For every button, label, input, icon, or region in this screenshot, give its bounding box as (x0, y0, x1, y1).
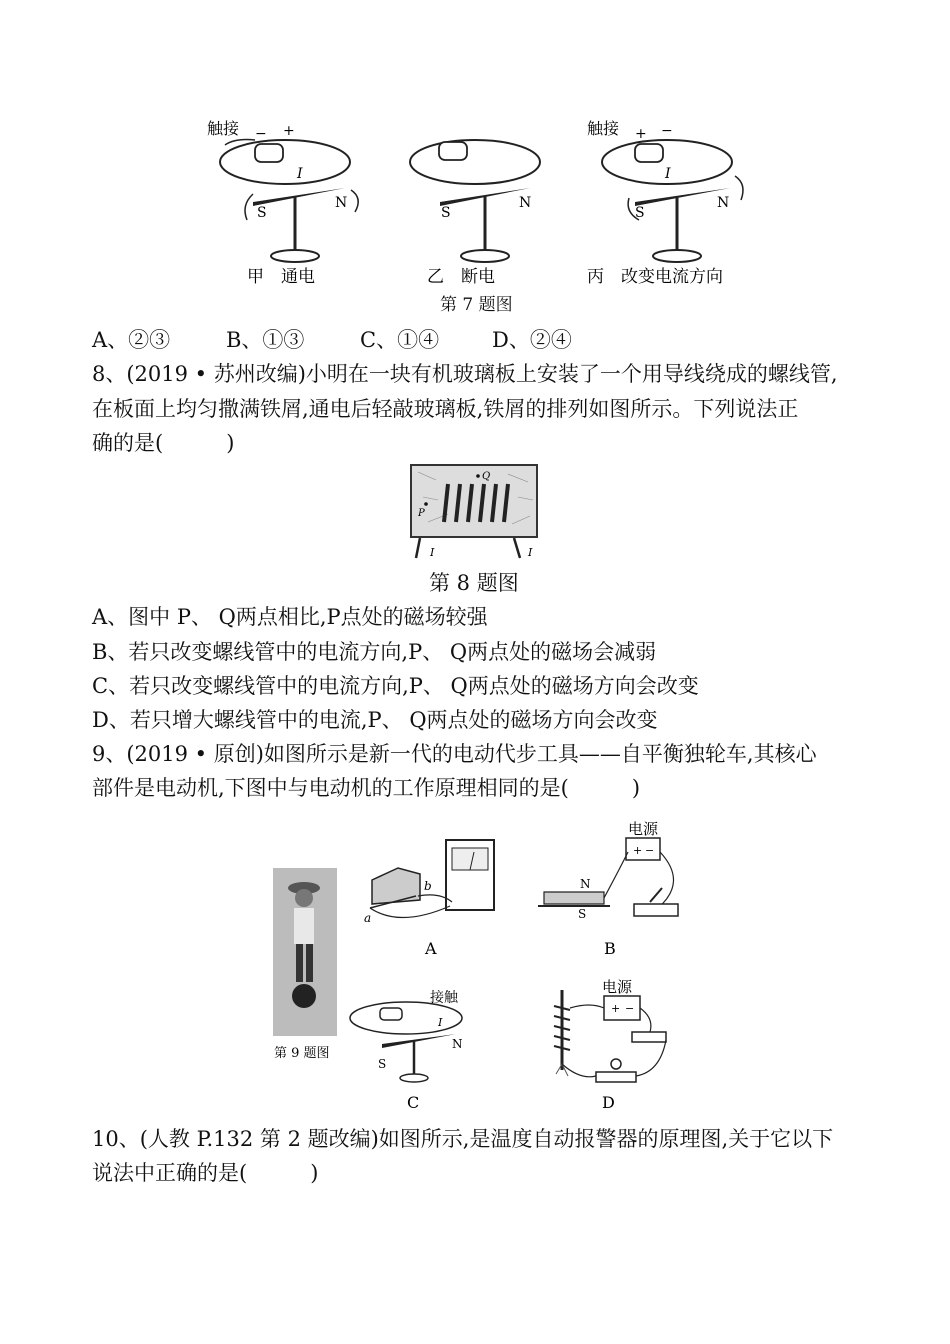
svg-text:S: S (378, 1057, 387, 1071)
power-supply-icon (626, 838, 660, 860)
option-d-drawing (554, 978, 666, 1112)
svg-text:I: I (438, 1016, 443, 1029)
svg-text:−: − (625, 1002, 635, 1015)
needle-stand (271, 250, 319, 262)
svg-text:I: I (528, 546, 533, 559)
q7-option-a: A、②③ (92, 328, 171, 352)
magnetic-needle (253, 188, 345, 206)
svg-text:P: P (418, 508, 425, 519)
q7-option-d: D、②④ (492, 328, 572, 352)
glass-plate (411, 465, 537, 537)
q7-option-b: B、①③ (226, 328, 305, 352)
svg-text:N: N (717, 195, 730, 211)
q7-figure (195, 110, 765, 300)
q8-option-b: B、若只改变螺线管中的电流方向,P、 Q两点处的磁场会减弱 (92, 640, 657, 664)
switch-icon (632, 1032, 666, 1042)
svg-text:S: S (635, 205, 645, 221)
svg-text:电源: 电源 (628, 820, 659, 838)
q7-caption: 第 7 题图 (440, 295, 513, 315)
option-b-drawing (538, 820, 678, 958)
power-supply-icon (604, 996, 640, 1020)
wire-loop (350, 1002, 462, 1034)
svg-text:−: − (255, 126, 267, 142)
svg-text:S: S (441, 205, 451, 221)
unicycle-photo (273, 868, 337, 1036)
touch-label: 触接 (587, 119, 620, 138)
option-c-caption: C (407, 1093, 420, 1112)
magnet-icon (544, 892, 604, 904)
panel-c-caption: 丙 改变电流方向 (587, 267, 723, 287)
q10-stem-line2: 说法中正确的是( ) (92, 1161, 319, 1185)
option-a-drawing (364, 840, 494, 958)
q7-option-c: C、①④ (360, 328, 440, 352)
magnetic-needle (635, 188, 730, 206)
svg-text:+: + (611, 1002, 621, 1015)
svg-text:接触: 接触 (430, 990, 458, 1006)
q9-stem-line1: 9、(2019 • 原创)如图所示是新一代的电动代步工具——自平衡独轮车,其核心 (92, 742, 817, 766)
needle-stand (653, 250, 701, 262)
q8-option-c: C、若只改变螺线管中的电流方向,P、 Q两点处的磁场方向会改变 (92, 674, 699, 698)
panel-b-caption: 乙 断电 (427, 267, 495, 287)
q9-photo-caption: 第 9 题图 (274, 1046, 330, 1061)
q8-stem-line2: 在板面上均匀撒满铁屑,通电后轻敲玻璃板,铁屑的排列如图所示。下列说法正 (92, 397, 799, 421)
svg-text:b: b (424, 879, 432, 893)
needle-stand (461, 250, 509, 262)
svg-text:I: I (297, 166, 303, 182)
q8-option-a: A、图中 P、 Q两点相比,P点处的磁场较强 (92, 605, 488, 629)
svg-text:S: S (257, 205, 267, 221)
svg-text:I: I (665, 166, 671, 182)
q8-option-d: D、若只增大螺线管中的电流,P、 Q两点处的磁场方向会改变 (92, 708, 658, 732)
svg-text:a: a (364, 911, 372, 925)
q7-panel-a-drawing (207, 119, 358, 287)
svg-text:N: N (452, 1037, 463, 1051)
panel-a-caption: 甲 通电 (247, 267, 315, 287)
svg-text:−: − (661, 123, 673, 139)
svg-text:S: S (578, 907, 587, 921)
svg-text:I: I (430, 546, 435, 559)
battery-icon (439, 142, 467, 160)
q9-stem-line2: 部件是电动机,下图中与电动机的工作原理相同的是( ) (92, 776, 641, 800)
q8-caption: 第 8 题图 (429, 571, 519, 595)
option-d-caption: D (602, 1093, 615, 1112)
battery-icon (380, 1008, 402, 1020)
magnetic-needle (382, 1034, 456, 1048)
q7-panel-b-drawing (410, 140, 540, 287)
wire-loop (410, 140, 540, 184)
option-a-caption: A (425, 939, 437, 958)
q7-panel-c-drawing (587, 119, 743, 287)
q8-stem-line1: 8、(2019 • 苏州改编)小明在一块有机玻璃板上安装了一个用导线绕成的螺线管, (92, 362, 838, 386)
svg-text:N: N (580, 877, 591, 891)
svg-text:−: − (645, 844, 655, 857)
option-c-drawing (350, 989, 463, 1112)
svg-text:+: + (283, 123, 295, 139)
q8-figure (408, 462, 543, 562)
bulb-icon (611, 1059, 621, 1069)
svg-text:+: + (633, 844, 643, 857)
option-b-caption: B (604, 939, 616, 958)
battery-icon (635, 144, 663, 162)
wire-loop (220, 140, 350, 184)
svg-text:N: N (519, 195, 532, 211)
svg-text:Q: Q (482, 471, 491, 482)
magnet-icon (372, 868, 420, 904)
q9-figure (270, 812, 720, 1112)
switch-icon (634, 904, 678, 916)
battery-icon (255, 144, 283, 162)
touch-label: 触接 (207, 119, 240, 138)
q10-stem-line1: 10、(人教 P.132 第 2 题改编)如图所示,是温度自动报警器的原理图,关于它以下 (92, 1127, 834, 1151)
svg-text:+: + (635, 126, 647, 142)
svg-text:电源: 电源 (602, 978, 633, 996)
q8-stem-line3: 确的是( ) (92, 431, 235, 455)
svg-text:N: N (335, 195, 348, 211)
